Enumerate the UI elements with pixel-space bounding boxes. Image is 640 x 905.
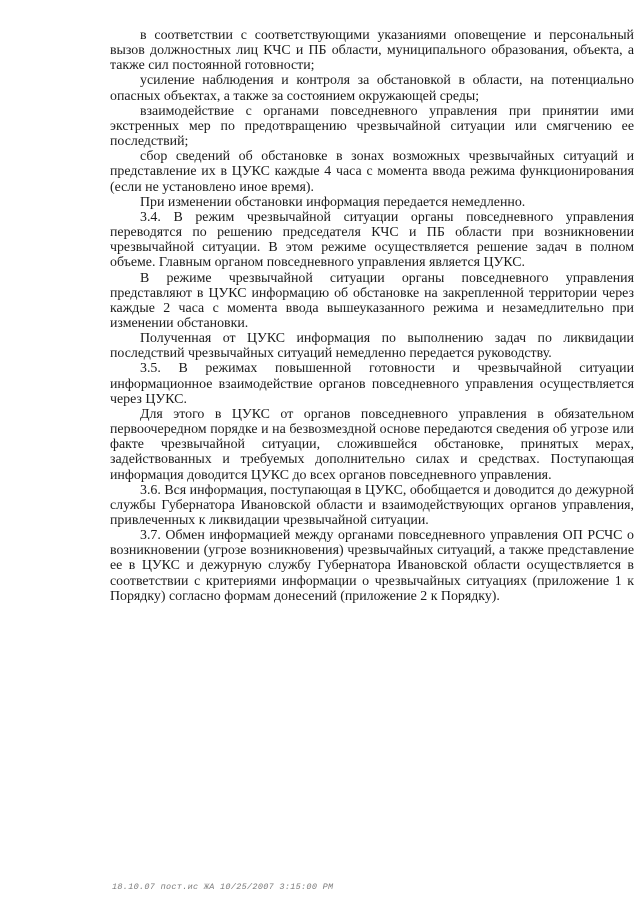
paragraph-3-4: 3.4. В режим чрезвычайной ситуации органы повседневного управления переводятся по решению председателя КЧС и ПБ области при возникновении чрезвычайной ситуации. В этом режиме осуществляется решение задач в полном объеме. Главным органом повседневного управления является ЦУКС. (110, 209, 634, 271)
paragraph-interaction: взаимодействие с органами повседневного управления при принятии ими экстренных мер по предотвращению чрезвычайной ситуации или смягчению ее последствий; (110, 103, 634, 150)
paragraph-3-5: 3.5. В режимах повышенной готовности и чрезвычайной ситуации информационное взаимодействие органов повседневного управления осуществляется через ЦУКС. (110, 361, 634, 407)
paragraph-notification: в соответствии с соответствующими указаниями оповещение и персональный вызов должностных лиц КЧС и ПБ области, муниципального образования, объекта, а также сил постоянной готовности; (110, 28, 634, 74)
paragraph-3-7: 3.7. Обмен информацией между органами повседневного управления ОП РСЧС о возникновении (угрозе возникновения) чрезвычайных ситуаций, а также представление ее в ЦУКС и дежурную службу Губернатора Ивановской области осуществляется в соответствии с критериями информации о чрезвычайных ситуациях (приложение 1 к Порядку) согласно формам донесений (приложение 2 к Порядку). (110, 528, 634, 604)
document-footer: 18.10.07 пост.ис ЖА 10/25/2007 3:15:00 PM (112, 882, 334, 892)
paragraph-received-info: Полученная от ЦУКС информация по выполнению задач по ликвидации последствий чрезвычайных ситуаций немедленно передается руководству. (110, 331, 634, 362)
paragraph-immediate-transfer: При изменении обстановки информация передается немедленно. (140, 194, 526, 210)
paragraph-data-collection: сбор сведений об обстановке в зонах возможных чрезвычайных ситуаций и представление их в ЦУКС каждые 4 часа с момента ввода режима функционирования (если не установлено иное время). (110, 149, 634, 195)
paragraph-3-6: 3.6. Вся информация, поступающая в ЦУКС, обобщается и доводится до дежурной службы Губернатора Ивановской области и взаимодействующих органов управления, привлеченных к ликвидации чрезвычайной ситуации. (110, 482, 634, 528)
paragraph-emergency-reporting: В режиме чрезвычайной ситуации органы повседневного управления представляют в ЦУКС информацию об обстановке на закрепленной территории через каждые 2 часа с момента ввода вышеуказанного режима и незамедлительно при изменении обстановки. (110, 270, 634, 331)
paragraph-info-transfer: Для этого в ЦУКС от органов повседневного управления в обязательном первоочередном порядке и на безвозмездной основе передаются сведения об угрозе или факте чрезвычайной ситуации, сложившейся обстановке, принятых мерах, задействованных и требуемых дополнительно силах и средствах. Поступающая информация доводится ЦУКС до всех органов повседневного управления. (110, 406, 634, 483)
paragraph-monitoring: усиление наблюдения и контроля за обстановкой в области, на потенциально опасных объектах, а также за состоянием окружающей среды; (110, 73, 634, 104)
document-body (110, 28, 634, 604)
